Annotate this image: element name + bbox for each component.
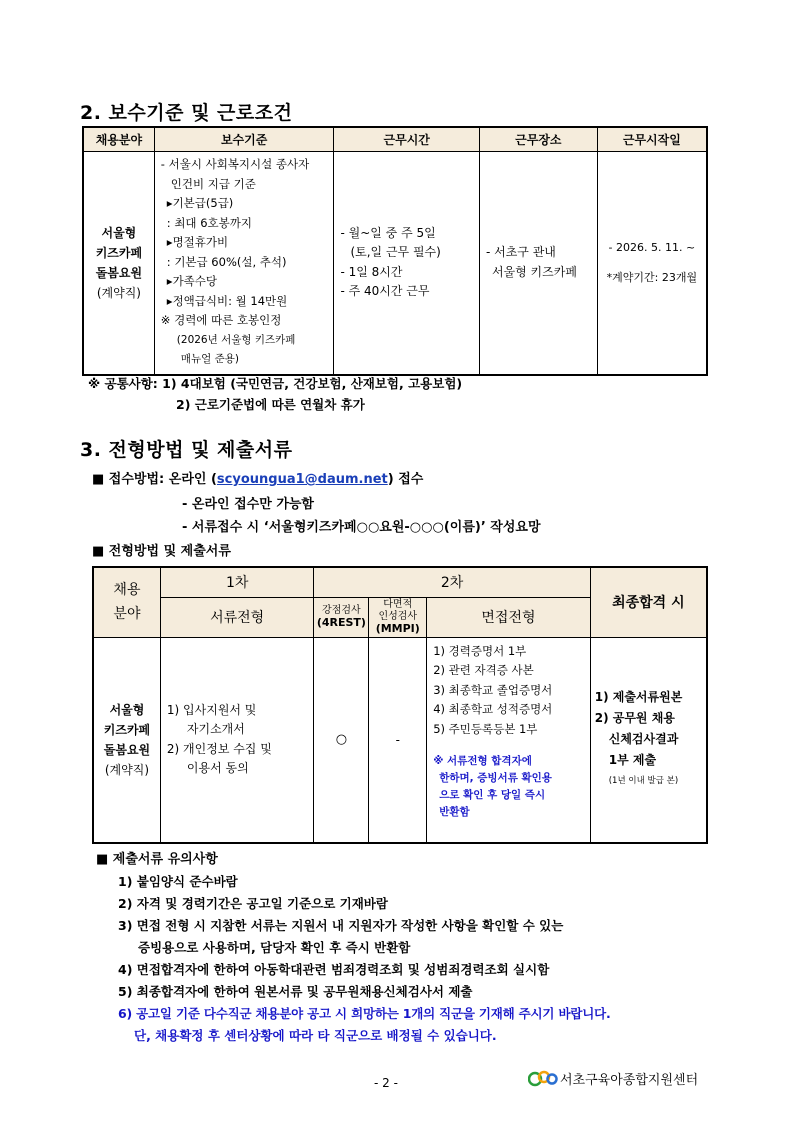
- mmpi-mark-cell: -: [369, 637, 427, 843]
- pay-line: : 기본급 60%(설, 추석): [166, 254, 287, 269]
- common-note-1: ※ 공통사항: 1) 4대보험 (국민연금, 건강보험, 산재보험, 고용보험): [88, 376, 463, 391]
- header-final: 최종합격 시: [590, 567, 707, 637]
- documents-cell: [160, 637, 314, 843]
- header-aptitude: [314, 597, 369, 637]
- interview-doc-line: 5) 주민등록등본 1부: [433, 721, 538, 736]
- doc-line: 1) 입사지원서 및: [166, 702, 257, 717]
- header-mmpi-line: (MMPI): [375, 622, 420, 635]
- section-3-title: 3. 전형방법 및 제출서류: [80, 439, 293, 461]
- final-documents-cell: [590, 637, 707, 843]
- doc-line: 이용서 동의: [186, 761, 249, 776]
- pay-line: 인건비 지급 기준: [170, 176, 256, 191]
- caution-item-highlight: 단, 채용확정 후 센터상황에 따라 타 직군으로 배정될 수 있습니다.: [134, 1028, 497, 1043]
- header-pay: 보수기준: [154, 127, 334, 151]
- field-line: 키즈카페: [103, 722, 151, 737]
- field-line: 키즈카페: [95, 245, 143, 260]
- field-line: (계약직): [104, 762, 150, 777]
- method-label: ■ 전형방법 및 제출서류: [92, 544, 231, 559]
- header-round-1: 1차: [160, 567, 314, 597]
- hours-line: (토,일 근무 필수): [350, 245, 441, 259]
- selection-header-row-1: [93, 567, 707, 597]
- header-field-line: 채용: [113, 582, 141, 599]
- place-line: - 서초구 관내: [485, 245, 556, 259]
- interview-note-line: 으로 확인 후 당일 즉시: [439, 789, 546, 801]
- doc-line: 2) 개인정보 수집 및: [166, 741, 272, 756]
- caution-item: 1) 붙임양식 준수바람: [118, 874, 238, 889]
- header-field: [93, 567, 160, 637]
- apply-method: [92, 468, 423, 487]
- pay-line: ▸정액급식비: 월 14만원: [166, 293, 288, 308]
- field-line: (계약직): [96, 285, 141, 300]
- apply-email-link[interactable]: scyoungua1@daum.net: [216, 472, 388, 487]
- pay-line: ▸명절휴가비: [166, 235, 229, 250]
- section-2-title: 2. 보수기준 및 근로조건: [80, 102, 293, 124]
- final-doc-note: (1년 이내 발급 본): [608, 776, 679, 787]
- doc-line: 자기소개서: [186, 722, 245, 737]
- header-aptitude-line: (4REST): [316, 616, 366, 629]
- caution-list: [118, 871, 611, 1047]
- pay-line: ※ 경력에 따른 호봉인정: [160, 313, 282, 328]
- start-cell: [597, 151, 707, 375]
- field-line: 돌봄요원: [103, 742, 151, 757]
- header-aptitude-line: 강점검사: [322, 605, 361, 616]
- apply-note-2: - 서류접수 시 ‘서울형키즈카페○○요원-○○○(이름)’ 작성요망: [182, 520, 541, 535]
- header-place: 근무장소: [479, 127, 597, 151]
- header-interview: 면접전형: [427, 597, 591, 637]
- interview-note-line: ※ 서류전형 합격자에: [433, 755, 532, 767]
- final-doc-line: 1부 제출: [608, 753, 657, 768]
- apply-label: ■ 접수방법: 온라인 (: [92, 472, 217, 487]
- apply-note-1: - 온라인 접수만 가능함: [182, 497, 314, 512]
- org-logo: [528, 1068, 698, 1088]
- pay-cell: [154, 151, 334, 375]
- common-note-2: 2) 근로기준법에 따른 연월차 휴가: [176, 397, 365, 412]
- header-round-2: 2차: [314, 567, 590, 597]
- field-line: 서울형: [101, 225, 137, 240]
- hours-cell: [334, 151, 480, 375]
- interview-doc-line: 3) 최종학교 졸업증명서: [433, 682, 553, 697]
- header-mmpi-line: 인성검사: [378, 611, 418, 622]
- caution-item: 3) 면접 전형 시 지참한 서류는 지원서 내 지원자가 작성한 사항을 확인할 수 있는: [118, 918, 564, 933]
- interview-note-line: 반환함: [439, 806, 470, 818]
- caution-item: 증빙용으로 사용하며, 담당자 확인 후 즉시 반환함: [138, 940, 411, 955]
- caution-title: ■ 제출서류 유의사항: [96, 852, 218, 867]
- interview-doc-line: 2) 관련 자격증 사본: [433, 663, 534, 677]
- caution-item-highlight: 6) 공고일 기준 다수직군 채용분야 공고 시 희망하는 1개의 직군을 기재해 주시기 바랍니다.: [118, 1006, 611, 1021]
- field-line: 돌봄요원: [95, 265, 143, 280]
- header-document-screening: 서류전형: [160, 597, 314, 637]
- final-doc-line: 1) 제출서류원본: [594, 690, 683, 705]
- start-line: - 2026. 5. 11. ~: [608, 241, 696, 254]
- field-cell: [93, 637, 160, 843]
- pay-table-header-row: [83, 127, 707, 151]
- field-cell: [83, 151, 154, 375]
- place-cell: [479, 151, 597, 375]
- pay-line: - 서울시 사회복지시설 종사자: [160, 157, 310, 172]
- hours-line: - 월~일 중 주 5일: [340, 225, 436, 240]
- pay-line: 매뉴얼 준용): [180, 353, 239, 366]
- selection-body-row: [93, 637, 707, 843]
- header-start: 근무시작일: [597, 127, 707, 151]
- header-mmpi: [369, 597, 427, 637]
- page-number: - 2 -: [374, 1076, 398, 1090]
- interview-note-line: 한하며, 증빙서류 확인용: [439, 772, 552, 784]
- interview-documents-cell: [427, 637, 591, 843]
- pay-line: : 최대 6호봉까지: [166, 215, 252, 230]
- caution-item: 5) 최종합격자에 한하여 원본서류 및 공무원채용신체검사서 제출: [118, 984, 473, 999]
- org-logo-icon: [528, 1068, 558, 1088]
- caution-item: 2) 자격 및 경력기간은 공고일 기준으로 기재바람: [118, 896, 388, 911]
- pay-line: ▸기본급(5급): [166, 196, 234, 211]
- interview-doc-line: 4) 최종학교 성적증명서: [433, 702, 553, 716]
- aptitude-mark-cell: ○: [314, 637, 369, 843]
- place-line: 서울형 키즈카페: [491, 264, 577, 279]
- pay-table-body-row: [83, 151, 707, 375]
- pay-line: ▸가족수당: [166, 274, 218, 289]
- start-line: *계약기간: 23개월: [606, 270, 698, 284]
- header-mmpi-line: 다면적: [383, 599, 413, 610]
- pay-line: (2026년 서울형 키즈카페: [176, 333, 296, 346]
- pay-conditions-table: [82, 126, 708, 376]
- apply-suffix: ) 접수: [387, 472, 424, 487]
- org-name: 서초구육아종합지원센터: [560, 1072, 699, 1088]
- interview-doc-line: 1) 경력증명서 1부: [433, 643, 527, 658]
- final-doc-line: 신체검사결과: [608, 732, 679, 747]
- header-hours: 근무시간: [334, 127, 480, 151]
- selection-table: [92, 566, 708, 844]
- field-line: 서울형: [109, 702, 145, 717]
- header-field: 채용분야: [83, 127, 154, 151]
- final-doc-line: 2) 공무원 채용: [594, 711, 675, 726]
- header-field-line: 분야: [113, 606, 141, 623]
- caution-item: 4) 면접합격자에 한하여 아동학대관련 범죄경력조회 및 성범죄경력조회 실시함: [118, 962, 550, 977]
- hours-line: - 1일 8시간: [340, 264, 403, 279]
- hours-line: - 주 40시간 근무: [340, 284, 430, 298]
